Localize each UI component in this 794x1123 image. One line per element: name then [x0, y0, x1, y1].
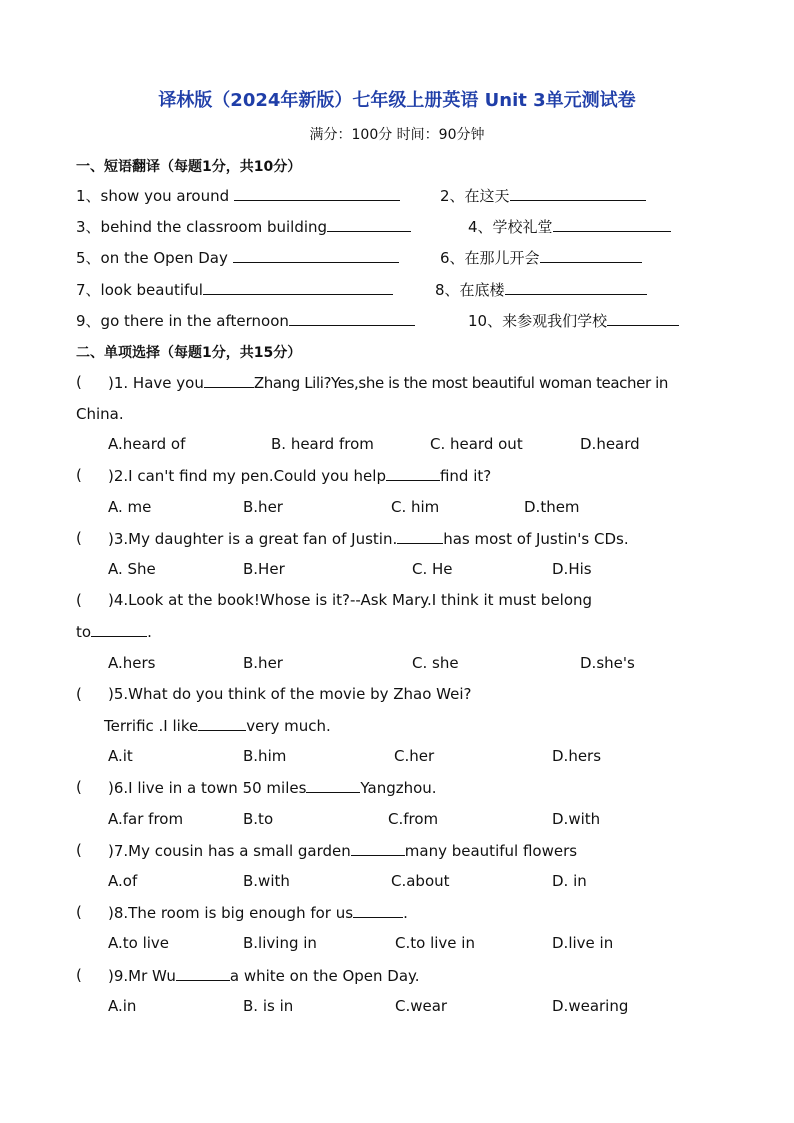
option-a[interactable]: A.heard of	[108, 435, 186, 453]
option-b[interactable]: B.her	[243, 654, 283, 672]
section-2-heading: 二、单项选择（每题1分，共15分）	[76, 345, 302, 361]
phrase-item: 9、go there in the afternoon	[76, 310, 415, 331]
question-stem: )6.I live in a town 50 miles Yangzhou.	[108, 779, 437, 797]
option-d[interactable]: D.with	[552, 810, 601, 828]
question-stem-cont: to .	[76, 623, 152, 641]
answer-blank	[91, 622, 147, 637]
answer-blank[interactable]	[607, 311, 679, 326]
question-stem: )7.My cousin has a small garden many beautiful flowers	[108, 842, 578, 860]
phrase-item: 5、on the Open Day	[76, 247, 399, 268]
answer-paren[interactable]: (	[76, 841, 82, 859]
option-a[interactable]: A.hers	[108, 654, 156, 672]
answer-paren[interactable]: (	[76, 966, 82, 984]
question-stem: )9.Mr Wu a white on the Open Day.	[108, 967, 420, 985]
option-b[interactable]: B.to	[243, 810, 274, 828]
answer-blank[interactable]	[540, 248, 642, 263]
answer-blank	[176, 966, 230, 981]
answer-paren[interactable]: (	[76, 685, 82, 703]
answer-blank[interactable]	[233, 248, 399, 263]
phrase-item: 7、look beautiful	[76, 279, 393, 300]
option-d[interactable]: D.them	[524, 498, 580, 516]
option-a[interactable]: A.to live	[108, 934, 170, 952]
question-stem: )8.The room is big enough for us .	[108, 904, 408, 922]
answer-blank[interactable]	[203, 280, 393, 295]
option-a[interactable]: A.in	[108, 997, 137, 1015]
option-c[interactable]: C.from	[388, 810, 439, 828]
section-1-heading: 一、短语翻译（每题1分，共10分）	[76, 159, 302, 175]
option-c[interactable]: C. heard out	[430, 435, 523, 453]
answer-blank[interactable]	[510, 186, 646, 201]
question-stem: )1. Have you Zhang Lili?Yes,she is the most beautiful woman teacher in	[108, 374, 668, 392]
option-d[interactable]: D.hers	[552, 747, 602, 765]
phrase-item: 1、show you around	[76, 185, 400, 206]
question-stem: )3.My daughter is a great fan of Justin. has most of Justin's CDs.	[108, 530, 629, 548]
phrase-item: 4、学校礼堂	[468, 216, 671, 237]
option-a[interactable]: A.far from	[108, 810, 184, 828]
option-d[interactable]: D.she's	[580, 654, 635, 672]
answer-paren[interactable]: (	[76, 778, 82, 796]
option-c[interactable]: C. him	[391, 498, 440, 516]
answer-blank	[351, 841, 405, 856]
answer-paren[interactable]: (	[76, 903, 82, 921]
answer-blank	[386, 466, 440, 481]
phrase-item: 8、在底楼	[435, 279, 647, 300]
option-b[interactable]: B.with	[243, 872, 290, 890]
answer-blank	[198, 716, 246, 731]
option-c[interactable]: C. He	[412, 560, 453, 578]
question-stem: )2.I can't find my pen.Could you help find it?	[108, 467, 492, 485]
answer-blank	[306, 778, 360, 793]
option-d[interactable]: D.wearing	[552, 997, 629, 1015]
answer-paren[interactable]: (	[76, 529, 82, 547]
option-a[interactable]: A.it	[108, 747, 133, 765]
answer-blank	[353, 903, 403, 918]
option-b[interactable]: B.him	[243, 747, 287, 765]
option-b[interactable]: B.Her	[243, 560, 285, 578]
answer-blank[interactable]	[553, 217, 671, 232]
page-title: 译林版（2024年新版）七年级上册英语 Unit 3单元测试卷	[158, 90, 636, 111]
option-c[interactable]: C. she	[412, 654, 459, 672]
option-d[interactable]: D.heard	[580, 435, 640, 453]
question-stem: )5.What do you think of the movie by Zhao Wei?	[108, 685, 472, 703]
answer-paren[interactable]: (	[76, 373, 82, 391]
phrase-item: 3、behind the classroom building	[76, 216, 411, 237]
question-stem-cont: Terrific .I like very much.	[104, 717, 331, 735]
question-stem-cont: China.	[76, 405, 124, 423]
question-stem: )4.Look at the book!Whose is it?--Ask Mary.I think it must belong	[108, 591, 593, 609]
answer-paren[interactable]: (	[76, 466, 82, 484]
option-b[interactable]: B.her	[243, 498, 283, 516]
page-subtitle: 满分：100分 时间：90分钟	[309, 127, 485, 143]
option-a[interactable]: A.of	[108, 872, 138, 890]
answer-blank[interactable]	[289, 311, 415, 326]
option-d[interactable]: D.live in	[552, 934, 614, 952]
option-d[interactable]: D.His	[552, 560, 592, 578]
option-a[interactable]: A. She	[108, 560, 156, 578]
answer-blank[interactable]	[234, 186, 400, 201]
option-c[interactable]: C.about	[391, 872, 450, 890]
answer-blank[interactable]	[327, 217, 411, 232]
option-b[interactable]: B. heard from	[271, 435, 374, 453]
option-a[interactable]: A. me	[108, 498, 152, 516]
answer-blank	[204, 373, 254, 388]
option-c[interactable]: C.to live in	[395, 934, 475, 952]
phrase-item: 10、来参观我们学校	[468, 310, 679, 331]
answer-paren[interactable]: (	[76, 591, 82, 609]
option-d[interactable]: D. in	[552, 872, 587, 890]
option-c[interactable]: C.her	[394, 747, 435, 765]
option-b[interactable]: B.living in	[243, 934, 317, 952]
answer-blank	[397, 529, 443, 544]
phrase-item: 2、在这天	[440, 185, 646, 206]
phrase-item: 6、在那儿开会	[440, 247, 642, 268]
option-b[interactable]: B. is in	[243, 997, 294, 1015]
option-c[interactable]: C.wear	[395, 997, 448, 1015]
answer-blank[interactable]	[505, 280, 647, 295]
